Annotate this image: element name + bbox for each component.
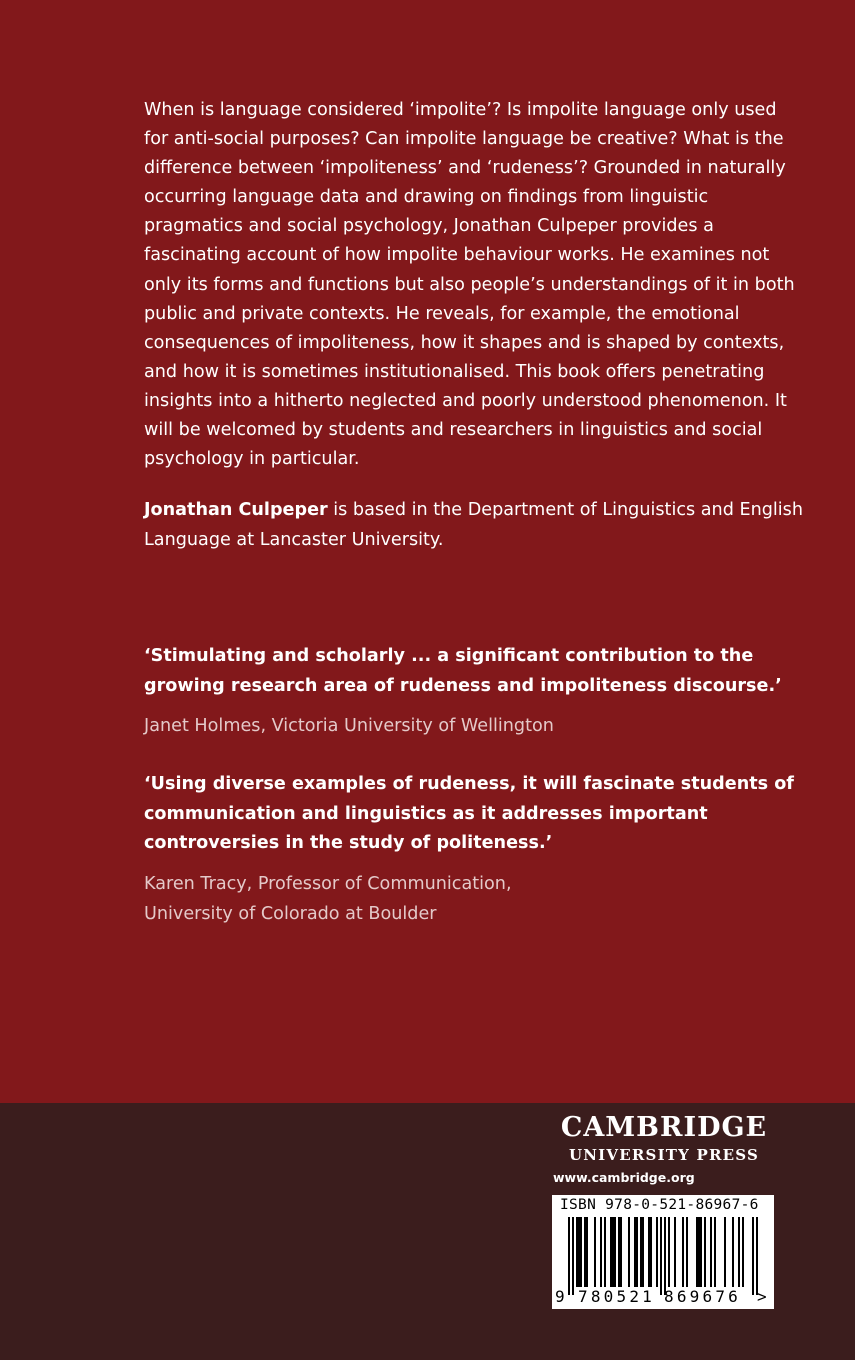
barcode-bar	[640, 1217, 642, 1287]
barcode-bar	[612, 1217, 614, 1287]
barcode-bar	[650, 1217, 652, 1287]
barcode-left-group: 780521	[578, 1287, 655, 1306]
barcode-bar	[724, 1217, 726, 1287]
barcode-bar	[668, 1217, 670, 1287]
publisher-subtitle: UNIVERSITY PRESS	[568, 1146, 759, 1164]
review-attribution-2-line1: Karen Tracy, Professor of Communication,	[144, 874, 512, 894]
barcode-bar	[618, 1217, 620, 1287]
barcode-bar	[752, 1217, 754, 1295]
barcode-bar	[634, 1217, 636, 1287]
barcode-bar	[642, 1217, 644, 1287]
barcode-bar	[742, 1217, 744, 1287]
barcode-bar	[686, 1217, 688, 1287]
barcode-bar	[610, 1217, 612, 1287]
barcode-bar	[732, 1217, 734, 1287]
barcode-bar	[738, 1217, 740, 1287]
barcode-bar	[674, 1217, 676, 1287]
author-bio	[144, 496, 804, 555]
review-quote-2: ‘Using diverse examples of rudeness, it will fascinate students of communication and linguistics as it addresses important controversies in the study of politeness.’	[144, 774, 794, 853]
barcode-bar	[620, 1217, 622, 1287]
barcode-bar	[636, 1217, 638, 1287]
barcode-bar	[604, 1217, 606, 1287]
barcode-bar	[698, 1217, 700, 1287]
barcode-bar	[656, 1217, 658, 1287]
barcode-bar	[700, 1217, 702, 1287]
barcode-bar	[628, 1217, 630, 1287]
barcode-bar	[600, 1217, 602, 1287]
barcode-bar	[614, 1217, 616, 1287]
barcode-bar	[682, 1217, 684, 1287]
barcode-bar	[710, 1217, 712, 1287]
barcode-bar	[576, 1217, 578, 1287]
review-attribution-2-line2: University of Colorado at Boulder	[144, 903, 437, 924]
author-bio-text: is based in the Department of Linguistics and English Language at Lancaster University.	[144, 500, 803, 550]
barcode-bar	[578, 1217, 580, 1287]
barcode-bar	[594, 1217, 596, 1287]
barcode-first-digit: 9	[555, 1287, 565, 1306]
barcode-bar	[648, 1217, 650, 1287]
isbn-label: ISBN 978-0-521-86967-6	[560, 1197, 759, 1213]
publisher-name: CAMBRIDGE	[560, 1112, 768, 1143]
barcode-bar	[714, 1217, 716, 1287]
review-attribution-1: Janet Holmes, Victoria University of Wellington	[144, 716, 554, 736]
publisher-url: www.cambridge.org	[553, 1170, 695, 1185]
barcode-bar	[696, 1217, 698, 1287]
barcode-bar	[584, 1217, 586, 1287]
review-attribution-2	[144, 870, 804, 929]
barcode-bar	[704, 1217, 706, 1287]
barcode-bar	[568, 1217, 570, 1295]
barcode-bar	[660, 1217, 662, 1295]
barcode-bar	[664, 1217, 666, 1295]
book-blurb: When is language considered ‘impolite’? Is impolite language only used for anti-social purposes? Can impolite language be creative? What is the difference between ‘impoliteness’ and ‘rudeness’? Grounded in naturally occurring language data and drawing on findings from linguistic pragmatics and social psychology, Jonathan Culpeper provides a fascinating account of how impolite behaviour works. He examines not only its forms and functions but also people’s understandings of it in both public and private contexts. He reveals, for example, the emotional consequences of impoliteness, how it shapes and is shaped by contexts, and how it is sometimes institutionalised. This book offers penetrating insights into a hitherto neglected and poorly understood phenomenon. It will be welcomed by students and researchers in linguistics and social psychology in particular.	[144, 100, 795, 470]
barcode-bar	[572, 1217, 574, 1295]
review-quote-1: ‘Stimulating and scholarly ... a significant contribution to the growing research area of rudeness and impoliteness discourse.’	[144, 646, 782, 696]
barcode-right-group: 869676	[664, 1287, 741, 1306]
publisher-logo	[553, 1108, 775, 1164]
barcode-bar	[756, 1217, 758, 1295]
barcode-arrow: >	[757, 1287, 767, 1306]
author-name: Jonathan Culpeper	[144, 500, 328, 520]
barcode-bar	[586, 1217, 588, 1287]
isbn-barcode	[552, 1195, 774, 1309]
barcode-bar	[580, 1217, 582, 1287]
